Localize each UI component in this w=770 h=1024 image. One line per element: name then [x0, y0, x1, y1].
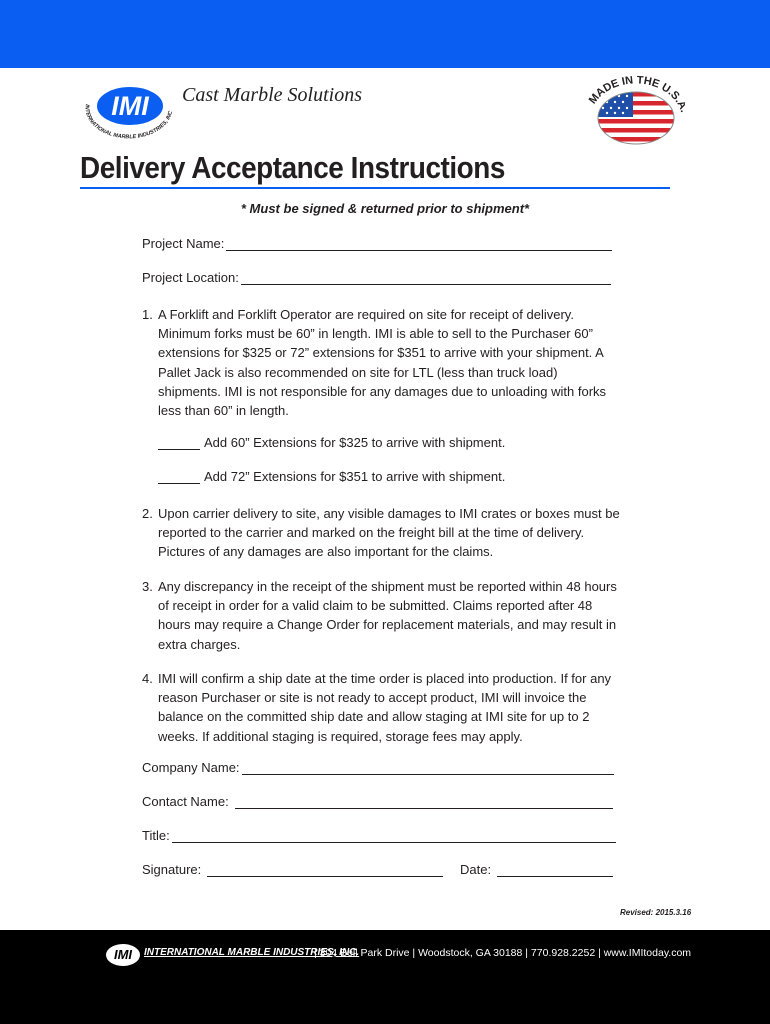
project-location-blank[interactable]	[241, 272, 611, 285]
company-logo	[80, 76, 380, 146]
instruction-item-3	[142, 577, 622, 654]
project-location-field[interactable]	[142, 270, 611, 285]
signature-label: Signature:	[142, 862, 202, 877]
extension-option-60[interactable]	[158, 435, 505, 450]
project-name-field[interactable]	[142, 236, 612, 251]
footer-contact-info: | 304 Bell Park Drive | Woodstock, GA 30188 | 770.928.2252 | www.IMItoday.com	[314, 947, 692, 959]
item-number: 4.	[142, 671, 153, 686]
company-name-field[interactable]	[142, 760, 614, 775]
contact-name-label: Contact Name:	[142, 794, 229, 809]
option-72-label: Add 72” Extensions for $351 to arrive with shipment.	[204, 469, 506, 484]
page-title: Delivery Acceptance Instructions	[80, 150, 505, 185]
signature-field[interactable]	[142, 862, 443, 877]
item-number: 3.	[142, 579, 153, 594]
title-label: Title:	[142, 828, 170, 843]
option-60-label: Add 60” Extensions for $325 to arrive with shipment.	[204, 435, 506, 450]
date-field[interactable]	[460, 862, 613, 877]
subtitle: * Must be signed & returned prior to shipment*	[240, 201, 530, 216]
project-name-blank[interactable]	[226, 238, 612, 251]
option-60-blank[interactable]	[158, 437, 200, 450]
item-number: 1.	[142, 307, 153, 322]
signature-blank[interactable]	[207, 864, 443, 877]
item-number: 2.	[142, 506, 153, 521]
tagline: Cast Marble Solutions	[182, 84, 363, 106]
title-field[interactable]	[142, 828, 616, 843]
top-banner	[0, 0, 770, 68]
footer	[0, 930, 770, 1024]
footer-company-name: INTERNATIONAL MARBLE INDUSTRIES, INC.	[144, 947, 360, 958]
instruction-item-4	[142, 669, 622, 746]
item-text: Any discrepancy in the receipt of the shipment must be reported within 48 hours of receipt in order for a valid claim to be submitted. Claims reported after 48 hours may require a Change Order for replacement materials, and may result in extra charges.	[158, 579, 617, 652]
contact-name-field[interactable]	[142, 794, 613, 809]
option-72-blank[interactable]	[158, 471, 200, 484]
item-text: IMI will confirm a ship date at the time order is placed into production. If for any reason Purchaser or site is not ready to accept product, IMI will invoice the balance on the committed ship date and allow staging at IMI site for up to 2 weeks. If additional staging is required, storage fees may apply.	[158, 671, 612, 744]
svg-text:MADE IN THE U.S.A.: MADE IN THE U.S.	[586, 74, 685, 107]
project-name-label: Project Name:	[142, 236, 225, 251]
revision-date: Revised: 2015.3.16	[620, 908, 692, 917]
title-divider	[80, 187, 670, 189]
imi-logo-icon	[80, 76, 190, 146]
company-name-blank[interactable]	[242, 762, 614, 775]
contact-name-blank[interactable]	[235, 796, 613, 809]
made-in-usa-badge	[585, 72, 685, 152]
usa-flag-icon	[585, 72, 685, 152]
item-text: Upon carrier delivery to site, any visible damages to IMI crates or boxes must be reported to the carrier and marked on the freight bill at the time of delivery. Pictures of any damages are also important for the claims.	[158, 506, 620, 560]
footer-logo-icon: IMI	[106, 944, 140, 966]
date-label: Date:	[460, 862, 492, 877]
title-blank[interactable]	[172, 830, 616, 843]
instruction-item-1	[142, 305, 622, 420]
svg-text:IMI: IMI	[111, 91, 149, 121]
date-blank[interactable]	[497, 864, 613, 877]
project-location-label: Project Location:	[142, 270, 239, 285]
company-name-label: Company Name:	[142, 760, 240, 775]
extension-option-72[interactable]	[158, 469, 505, 484]
item-text: A Forklift and Forklift Operator are required on site for receipt of delivery. Minimum forks must be 60” in length. IMI is able to sell to the Purchaser 60” extensions for $325 or 72” extensions for $351 to arrive with your shipment. A Pallet Jack is also recommended on site for LTL (less than truck load) shipments. IMI is not responsible for any damages due to unloading with forks less than 60” in length.	[158, 307, 607, 419]
instruction-item-2	[142, 504, 622, 562]
svg-text:INTERNATIONAL MARBLE INDUSTRIE: INTERNATIONAL MARBLE INDUSTRIES, INC	[83, 103, 175, 141]
